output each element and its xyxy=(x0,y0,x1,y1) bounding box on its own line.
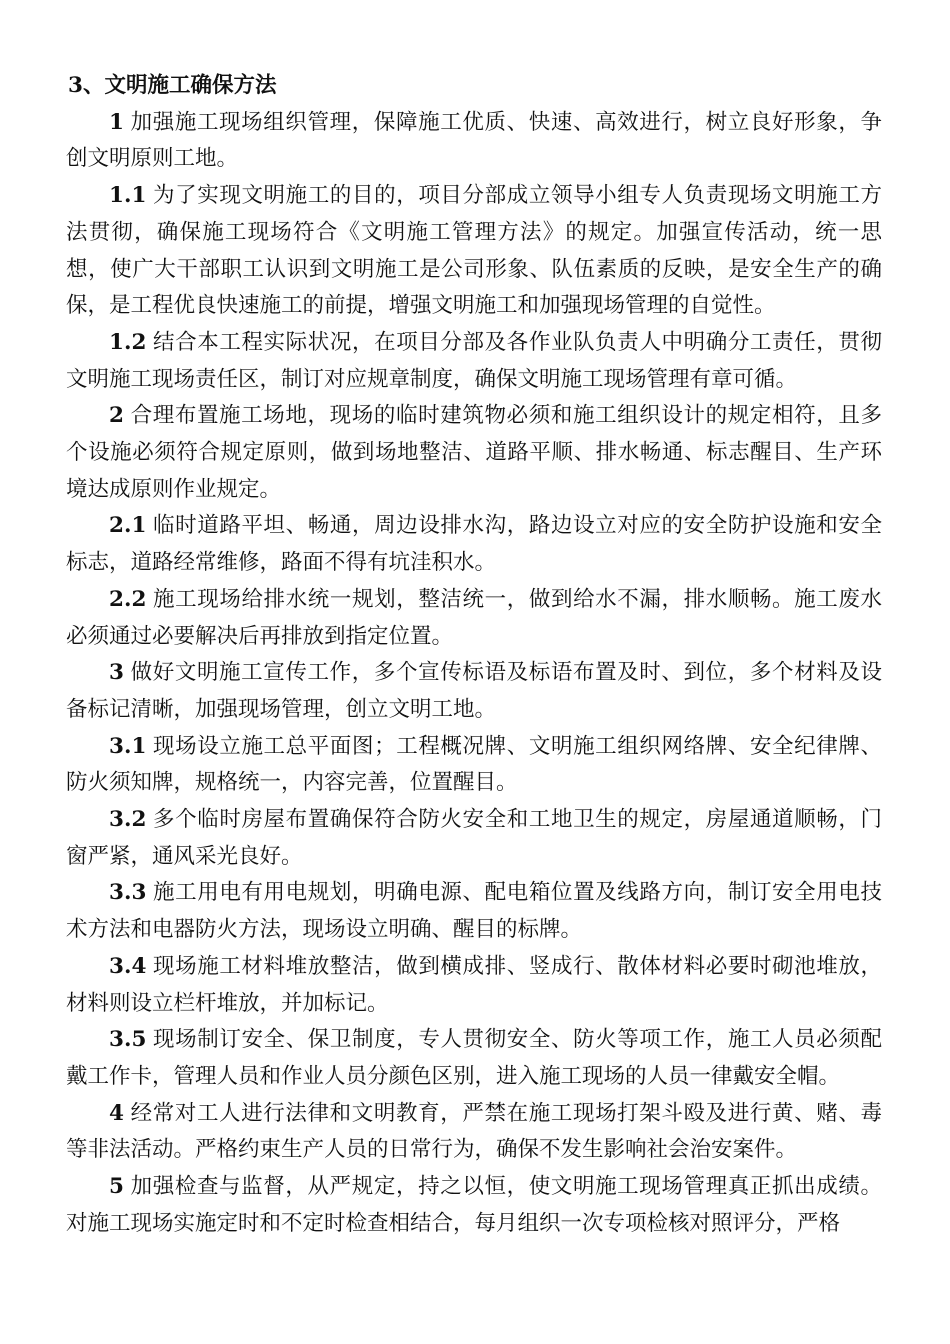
paragraph-number: 1.2 xyxy=(109,329,147,355)
paragraph-text: 现场设立施工总平面图；工程概况牌、文明施工组织网络牌、安全纪律牌、防火须知牌，规格统一，内容完善，位置醒目。 xyxy=(66,733,882,796)
paragraph-3-1 xyxy=(66,729,882,802)
paragraph-2 xyxy=(66,398,882,508)
paragraph-3-5 xyxy=(66,1022,882,1095)
paragraph-1 xyxy=(66,105,882,178)
paragraph-number: 2 xyxy=(109,403,124,429)
paragraph-2-2 xyxy=(66,582,882,655)
paragraph-number: 3.4 xyxy=(109,953,147,979)
paragraph-text: 现场施工材料堆放整洁，做到横成排、竖成行、散体材料必要时砌池堆放，材料则设立栏杆堆放，并加标记。 xyxy=(66,953,882,1016)
section-heading: 3、文明施工确保方法 xyxy=(68,73,277,98)
paragraph-3-2 xyxy=(66,802,882,875)
paragraph-4 xyxy=(66,1096,882,1169)
paragraph-text: 合理布置施工场地，现场的临时建筑物必须和施工组织设计的规定相符，且多个设施必须符合规定原则，做到场地整洁、道路平顺、排水畅通、标志醒目、生产环境达成原则作业规定。 xyxy=(66,403,882,502)
paragraph-3 xyxy=(66,655,882,728)
paragraph-text: 现场制订安全、保卫制度，专人贯彻安全、防火等项工作，施工人员必须配戴工作卡，管理人员和作业人员分颜色区别，进入施工现场的人员一律戴安全帽。 xyxy=(66,1027,882,1089)
paragraph-3-3 xyxy=(66,875,882,948)
paragraph-number: 2.1 xyxy=(109,513,147,539)
paragraph-1-1 xyxy=(66,178,882,325)
paragraph-text: 经常对工人进行法律和文明教育，严禁在施工现场打架斗殴及进行黄、赌、毒等非法活动。严格约束生产人员的日常行为，确保不发生影响社会治安案件。 xyxy=(66,1100,882,1163)
paragraph-number: 1 xyxy=(109,109,124,135)
paragraph-number: 3.2 xyxy=(109,807,147,833)
paragraph-1-2 xyxy=(66,325,882,398)
paragraph-text: 施工现场给排水统一规划，整洁统一，做到给水不漏，排水顺畅。施工废水必须通过必要解决后再排放到指定位置。 xyxy=(66,586,882,649)
paragraph-2-1 xyxy=(66,508,882,581)
paragraph-text: 为了实现文明施工的目的，项目分部成立领导小组专人负责现场文明施工方法贯彻，确保施工现场符合《文明施工管理方法》的规定。加强宣传活动，统一思想，使广大干部职工认识到文明施工是公司形象、队伍素质的反映，是安全生产的确保，是工程优良快速施工的前提，增强文明施工和加强现场管理的自觉性。 xyxy=(66,183,882,319)
paragraph-text: 加强施工现场组织管理，保障施工优质、快速、高效进行，树立良好形象，争创文明原则工地。 xyxy=(66,109,882,172)
paragraph-text: 施工用电有用电规划，明确电源、配电箱位置及线路方向，制订安全用电技术方法和电器防火方法，现场设立明确、醒目的标牌。 xyxy=(66,880,882,943)
paragraph-text: 多个临时房屋布置确保符合防火安全和工地卫生的规定，房屋通道顺畅，门窗严紧，通风采光良好。 xyxy=(66,807,882,869)
paragraph-number: 3 xyxy=(109,660,124,686)
paragraph-number: 3.5 xyxy=(109,1027,147,1053)
paragraph-text: 做好文明施工宣传工作，多个宣传标语及标语布置及时、到位，多个材料及设备标记清晰，加强现场管理，创立文明工地。 xyxy=(66,660,882,722)
paragraph-number: 3.1 xyxy=(109,733,147,759)
paragraph-text: 结合本工程实际状况，在项目分部及各作业队负责人中明确分工责任，贯彻文明施工现场责任区，制订对应规章制度，确保文明施工现场管理有章可循。 xyxy=(66,329,882,392)
paragraph-number: 3.3 xyxy=(109,880,147,906)
paragraph-text: 临时道路平坦、畅通，周边设排水沟，路边设立对应的安全防护设施和安全标志，道路经常维修，路面不得有坑洼积水。 xyxy=(66,513,882,576)
document-page xyxy=(66,68,882,1243)
paragraph-number: 5 xyxy=(109,1174,124,1200)
paragraph-3-4 xyxy=(66,949,882,1022)
paragraph-number: 1.1 xyxy=(109,183,147,209)
paragraph-number: 2.2 xyxy=(109,586,147,612)
paragraph-text: 加强检查与监督，从严规定，持之以恒，使文明施工现场管理真正抓出成绩。对施工现场实施定时和不定时检查相结合，每月组织一次专项检核对照评分，严格 xyxy=(66,1174,882,1236)
paragraph-number: 4 xyxy=(109,1100,124,1126)
paragraph-5 xyxy=(66,1169,882,1242)
